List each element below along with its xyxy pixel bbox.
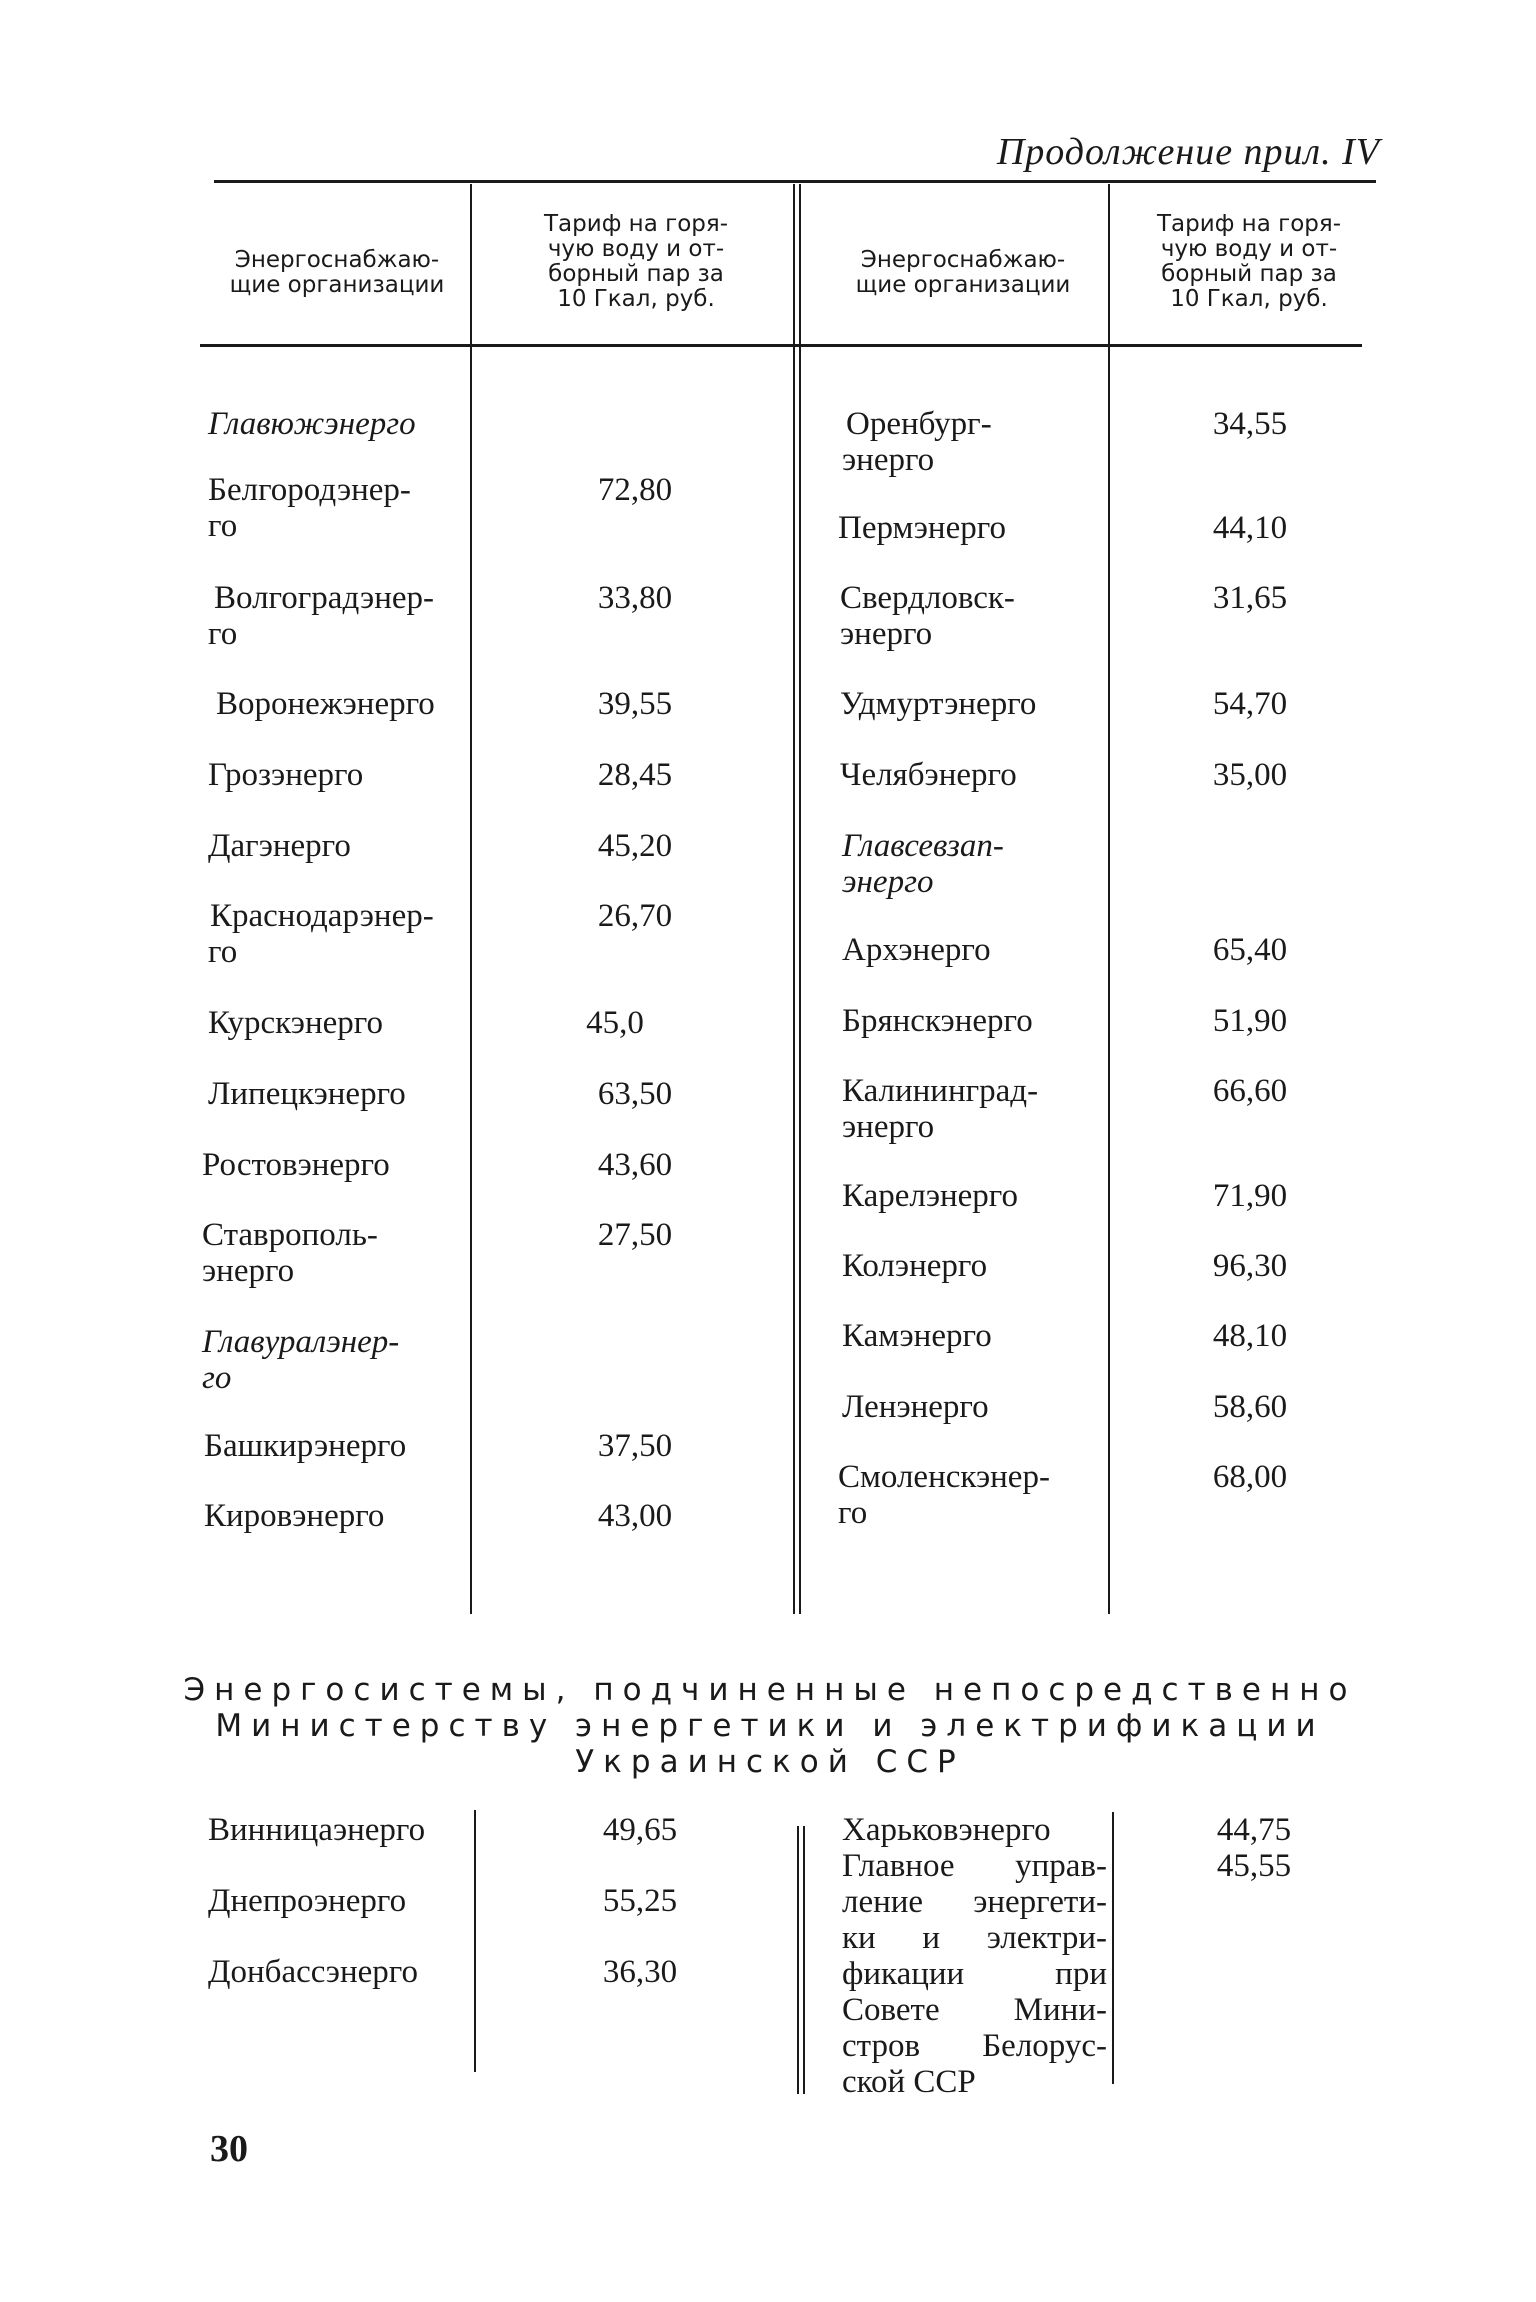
tariff-value: 43,00 <box>597 1498 673 1534</box>
org-name: Курскэнерго <box>208 1005 383 1041</box>
tariff-value: 39,55 <box>597 686 673 722</box>
table-top-rule <box>214 180 1376 183</box>
tariff-value: 66,60 <box>1212 1073 1288 1109</box>
bottom-col-rule-2a <box>797 1826 799 2094</box>
org-name: Челябэнерго <box>840 757 1017 793</box>
tariff-value: 63,50 <box>597 1076 673 1112</box>
tariff-value: 26,70 <box>597 898 673 934</box>
org-name: Пермэнерго <box>838 510 1006 546</box>
org-name-cont: ление энергети- <box>842 1884 1107 1920</box>
group-glavuralenergo-cont: го <box>202 1360 232 1396</box>
org-name-cont: го <box>838 1495 868 1531</box>
group-glavsevzapenergo: Главсевзап- <box>842 828 1004 864</box>
org-name-cont: ки и электри- <box>842 1920 1107 1956</box>
org-name: Брянскэнерго <box>842 1003 1033 1039</box>
org-name: Колэнерго <box>842 1248 988 1284</box>
org-name: Винницаэнерго <box>208 1812 426 1848</box>
org-name: Кировэнерго <box>204 1498 385 1534</box>
tariff-value: 27,50 <box>597 1217 673 1253</box>
tariff-value: 58,60 <box>1212 1389 1288 1425</box>
col-header-org-left: Энергоснабжаю- щие организации <box>229 247 445 298</box>
org-name: Волгоградэнер- <box>214 580 435 616</box>
group-glavyuzhenergo: Главюжэнерго <box>208 406 416 442</box>
org-name-cont: го <box>208 508 238 544</box>
col-rule-1 <box>470 184 472 1614</box>
bottom-col-rule-2b <box>803 1826 805 2094</box>
tariff-value: 65,40 <box>1212 932 1288 968</box>
org-name: Липецкэнерго <box>208 1076 406 1112</box>
tariff-value: 68,00 <box>1212 1459 1288 1495</box>
org-name-cont: энерго <box>842 442 935 478</box>
section-title-line2: Министерству энергетики и электрификации <box>215 1708 1325 1744</box>
tariff-value: 35,00 <box>1212 757 1288 793</box>
org-name-cont: стров Белорус- <box>842 2028 1107 2064</box>
tariff-value: 45,55 <box>1216 1848 1292 1884</box>
org-name: Харьковэнерго <box>842 1812 1051 1848</box>
tariff-value: 96,30 <box>1212 1248 1288 1284</box>
org-name: Башкирэнерго <box>204 1428 407 1464</box>
tariff-value: 55,25 <box>602 1883 678 1919</box>
org-name-cont: го <box>208 934 238 970</box>
tariff-value: 54,70 <box>1212 686 1288 722</box>
bottom-col-rule-3 <box>1112 1812 1114 2084</box>
org-name: Ставрополь- <box>202 1217 378 1253</box>
col-header-org-right: Энергоснабжаю- щие организации <box>855 247 1071 298</box>
col-rule-2b <box>799 184 801 1614</box>
tariff-value: 44,10 <box>1212 510 1288 546</box>
org-name-cont: го <box>208 616 238 652</box>
org-name: Днепроэнерго <box>208 1883 407 1919</box>
org-name-cont: энерго <box>840 616 933 652</box>
group-glavuralenergo: Главуралэнер- <box>202 1324 400 1360</box>
col-rule-2a <box>793 184 795 1614</box>
tariff-value: 71,90 <box>1212 1178 1288 1214</box>
org-name: Смоленскэнер- <box>838 1459 1050 1495</box>
org-name-cont: ской ССР <box>842 2064 976 2100</box>
org-name: Ленэнерго <box>842 1389 989 1425</box>
org-name: Воронежэнерго <box>216 686 435 722</box>
org-name-cont: энерго <box>842 1109 935 1145</box>
org-name: Ростовэнерго <box>202 1147 390 1183</box>
org-name-cont: Совете Мини- <box>842 1992 1107 2028</box>
tariff-value: 48,10 <box>1212 1318 1288 1354</box>
org-name: Свердловск- <box>840 580 1015 616</box>
tariff-value: 34,55 <box>1212 406 1288 442</box>
org-name: Удмуртэнерго <box>840 686 1037 722</box>
col-header-tariff-right: Тариф на горя- чую воду и от- борный пар за 10 Гкал, руб. <box>1157 211 1341 312</box>
tariff-value: 45,20 <box>597 828 673 864</box>
org-name-cont: фикации при <box>842 1956 1107 1992</box>
tariff-value: 51,90 <box>1212 1003 1288 1039</box>
org-name: Дагэнерго <box>208 828 351 864</box>
continuation-label: Продолжение прил. IV <box>996 131 1380 173</box>
org-name: Калининград- <box>842 1073 1039 1109</box>
tariff-value: 37,50 <box>597 1428 673 1464</box>
org-name: Грозэнерго <box>208 757 364 793</box>
tariff-value: 44,75 <box>1216 1812 1292 1848</box>
tariff-value: 72,80 <box>597 472 673 508</box>
org-name-cont: энерго <box>202 1253 295 1289</box>
org-name: Оренбург- <box>846 406 992 442</box>
tariff-value: 49,65 <box>602 1812 678 1848</box>
org-name: Камэнерго <box>842 1318 992 1354</box>
org-name: Белгородэнер- <box>208 472 411 508</box>
group-glavsevzapenergo-cont: энерго <box>842 864 934 900</box>
page-number: 30 <box>210 2128 248 2170</box>
tariff-value: 43,60 <box>597 1147 673 1183</box>
org-name: Карелэнерго <box>842 1178 1019 1214</box>
bottom-col-rule-1 <box>474 1810 476 2072</box>
org-name: Донбассэнерго <box>208 1954 418 1990</box>
tariff-value: 36,30 <box>602 1954 678 1990</box>
org-name: Краснодарэнер- <box>210 898 434 934</box>
col-rule-3 <box>1108 184 1110 1614</box>
section-title-line3: Украинской ССР <box>575 1744 965 1780</box>
table-header-rule <box>200 344 1362 347</box>
section-title-line1: Энергосистемы, подчиненные непосредственно <box>183 1672 1357 1708</box>
tariff-value: 28,45 <box>597 757 673 793</box>
tariff-value: 45,0 <box>586 1005 644 1041</box>
org-name: Главное управ- <box>842 1848 1107 1884</box>
tariff-value: 33,80 <box>597 580 673 616</box>
col-header-tariff-left: Тариф на горя- чую воду и от- борный пар за 10 Гкал, руб. <box>544 211 728 312</box>
org-name: Архэнерго <box>842 932 991 968</box>
tariff-value: 31,65 <box>1212 580 1288 616</box>
